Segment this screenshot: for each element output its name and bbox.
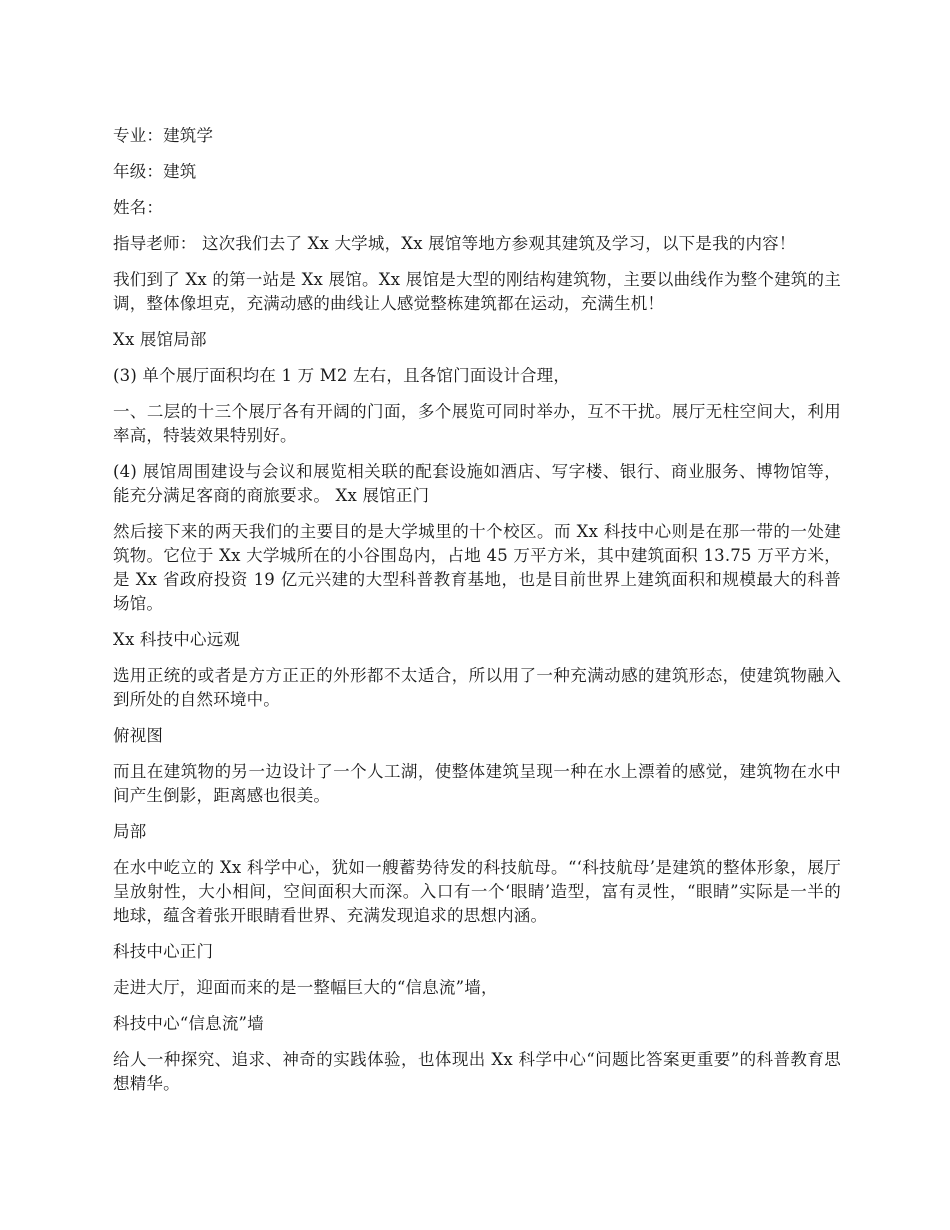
caption-top-view: 俯视图	[113, 726, 164, 745]
document-page	[113, 124, 841, 1108]
caption-info-wall: 科技中心“信息流”墙	[113, 1014, 264, 1033]
form-design-paragraph: 选用正统的或者是方方正正的外形都不太适合，所以用了一种充满动感的建筑形态，使建筑物融入到所处的自然环境中。	[113, 666, 841, 709]
lobby-paragraph: 走进大厅，迎面而来的是一整幅巨大的“信息流”墙，	[113, 978, 498, 997]
grade-line: 年级：建筑	[113, 162, 197, 181]
hall-area-paragraph: (3) 单个展厅面积均在 1 万 M2 左右，且各馆门面设计合理，	[113, 366, 571, 385]
hall-floors-paragraph: 一、二层的十三个展厅各有开阔的门面，多个展览可同时举办，互不干扰。展厅无柱空间大，利用率高，特装效果特别好。	[113, 402, 841, 445]
caption-main-entrance: 科技中心正门	[113, 942, 214, 961]
name-line: 姓名：	[113, 198, 164, 217]
hall-facilities-paragraph: (4) 展馆周围建设与会议和展览相关联的配套设施如酒店、写字楼、银行、商业服务、博物馆等，能充分满足客商的商旅要求。 Xx 展馆正门	[113, 462, 841, 505]
lake-paragraph: 而且在建筑物的另一边设计了一个人工湖，使整体建筑呈现一种在水上漂着的感觉，建筑物在水中间产生倒影，距离感也很美。	[113, 762, 841, 805]
closing-paragraph: 给人一种探究、追求、神奇的实践体验，也体现出 Xx 科学中心“问题比答案更重要”的科普教育思想精华。	[113, 1050, 841, 1093]
caption-hall-detail: Xx 展馆局部	[113, 330, 207, 349]
major-line: 专业：建筑学	[113, 126, 214, 145]
advisor-intro-paragraph: 指导老师： 这次我们去了 Xx 大学城，Xx 展馆等地方参观其建筑及学习，以下是我的内容！	[113, 234, 796, 253]
caption-science-center-distant: Xx 科技中心远观	[113, 630, 241, 649]
caption-detail: 局部	[113, 822, 147, 841]
tech-carrier-paragraph: 在水中屹立的 Xx 科学中心，犹如一艘蓄势待发的科技航母。“‘科技航母’是建筑的整体形象，展厅呈放射性，大小相间，空间面积大而深。入口有一个‘眼睛’造型，富有灵性，“眼睛”实际是一半的地球，蕴含着张开眼睛看世界、充满发现追求的思想内涵。	[113, 858, 841, 925]
exhibition-hall-paragraph: 我们到了 Xx 的第一站是 Xx 展馆。Xx 展馆是大型的刚结构建筑物，主要以曲线作为整个建筑的主调，整体像坦克，充满动感的曲线让人感觉整栋建筑都在运动，充满生机！	[113, 270, 841, 313]
science-center-paragraph: 然后接下来的两天我们的主要目的是大学城里的十个校区。而 Xx 科技中心则是在那一带的一处建筑物。它位于 Xx 大学城所在的小谷围岛内，占地 45 万平方米，其中建筑面积 13.75 万平方米，是 Xx 省政府投资 19 亿元兴建的大型科普教育基地，也是目前世界上建筑面积和规模最大的科普场馆。	[113, 522, 841, 613]
